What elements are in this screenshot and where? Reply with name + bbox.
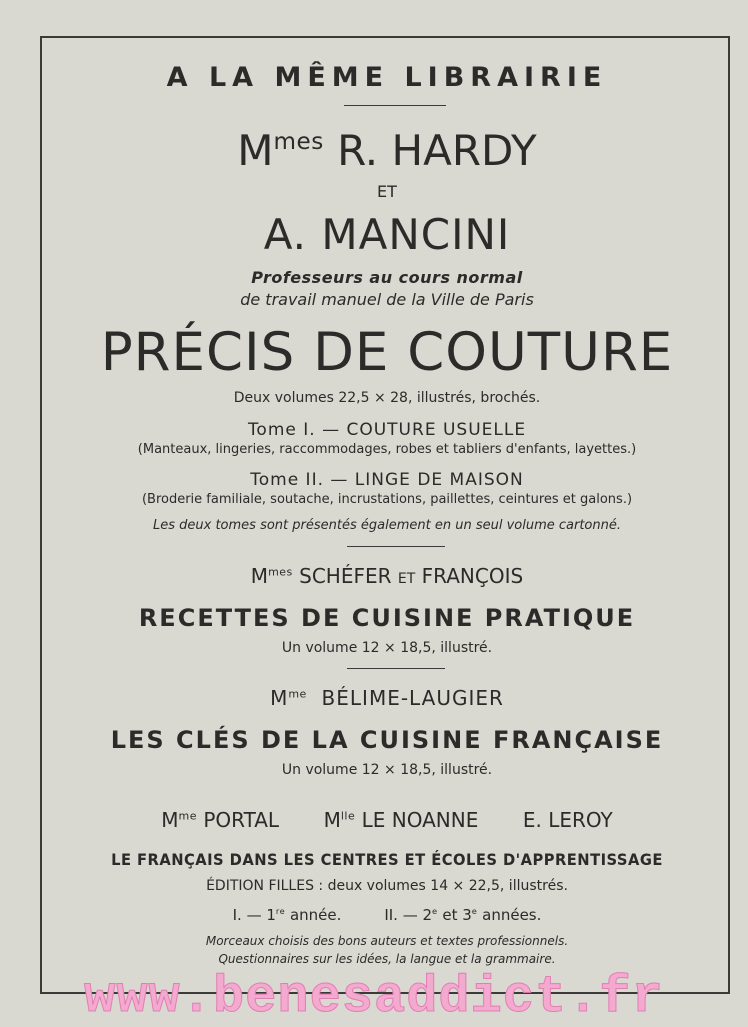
book1-role-line2: de travail manuel de la Ville de Paris: [240, 290, 534, 309]
author-prefix-sup: me: [178, 809, 197, 823]
book1-note: Les deux tomes sont présentés également en un seul volume cartonné.: [153, 518, 621, 533]
author-name: PORTAL: [203, 808, 280, 832]
author-prefix: M: [323, 808, 341, 832]
author-name: FRANÇOIS: [421, 564, 524, 588]
author-name: LE NOANNE: [361, 808, 479, 832]
author-name: SCHÉFER: [299, 564, 392, 588]
book1-format: Deux volumes 22,5 × 28, illustrés, brochés.: [233, 390, 541, 406]
year-sup: re: [275, 906, 286, 917]
book4-edition: ÉDITION FILLES : deux volumes 14 × 22,5, illustrés.: [206, 878, 568, 894]
book4-title: LE FRANÇAIS DANS LES CENTRES ET ÉCOLES D'APPRENTISSAGE: [111, 850, 663, 869]
divider: [344, 105, 446, 106]
book2-format: Un volume 12 × 18,5, illustré.: [281, 640, 493, 656]
year-text: I. — 1: [232, 906, 276, 924]
book3-title: LES CLÉS DE LA CUISINE FRANÇAISE: [110, 726, 664, 754]
author-prefix: M: [270, 686, 289, 710]
watermark: www.benesaddict.fr: [84, 968, 664, 1027]
book4-desc2: Questionnaires sur les idées, la langue et la grammaire.: [218, 952, 556, 966]
author-prefix: M: [250, 564, 269, 588]
year-text: année.: [285, 906, 342, 924]
book4-authors: [42, 808, 732, 832]
year-text: II. — 2: [384, 906, 433, 924]
book4-desc1: Morceaux choisis des bons auteurs et textes professionnels.: [205, 934, 569, 948]
book3-author: [42, 686, 732, 710]
divider: [347, 668, 445, 669]
book1-author2: A. MANCINI: [263, 210, 511, 259]
book2-authors: [42, 564, 732, 588]
book2-title: RECETTES DE CUISINE PRATIQUE: [138, 604, 636, 632]
advertisement-frame: [40, 36, 730, 994]
divider: [347, 546, 445, 547]
author-prefix: M: [161, 808, 179, 832]
author-prefix-sup: me: [288, 687, 307, 701]
year-text: années.: [477, 906, 542, 924]
book1-tome2: Tome II. — LINGE DE MAISON: [250, 470, 524, 490]
author-name: BÉLIME-LAUGIER: [321, 686, 504, 710]
book1-tome1-detail: (Manteaux, lingeries, raccommodages, robes et tabliers d'enfants, layettes.): [137, 442, 637, 457]
year-sup: e: [471, 906, 478, 917]
author-prefix-sup: lle: [340, 809, 356, 823]
author-name: E. LEROY: [522, 808, 613, 832]
book1-authors-line1: [42, 126, 732, 175]
author-prefix-sup: mes: [268, 565, 293, 579]
author-name: R. HARDY: [337, 126, 537, 175]
year-text: et 3: [437, 906, 472, 924]
conjunction: ET: [397, 571, 416, 587]
book1-title: PRÉCIS DE COUTURE: [100, 322, 674, 383]
book1-tome2-detail: (Broderie familiale, soutache, incrustations, paillettes, ceintures et galons.): [141, 492, 633, 507]
year-sup: e: [432, 906, 438, 917]
book1-role-line1: Professeurs au cours normal: [251, 268, 523, 287]
header-title: A LA MÊME LIBRAIRIE: [166, 62, 608, 93]
book1-tome1: Tome I. — COUTURE USUELLE: [247, 420, 527, 440]
author-prefix: M: [237, 126, 274, 175]
book4-years: [42, 906, 732, 924]
book3-format: Un volume 12 × 18,5, illustré.: [281, 762, 493, 778]
book1-conjunction: ET: [377, 182, 397, 201]
author-prefix-sup: mes: [273, 128, 324, 155]
